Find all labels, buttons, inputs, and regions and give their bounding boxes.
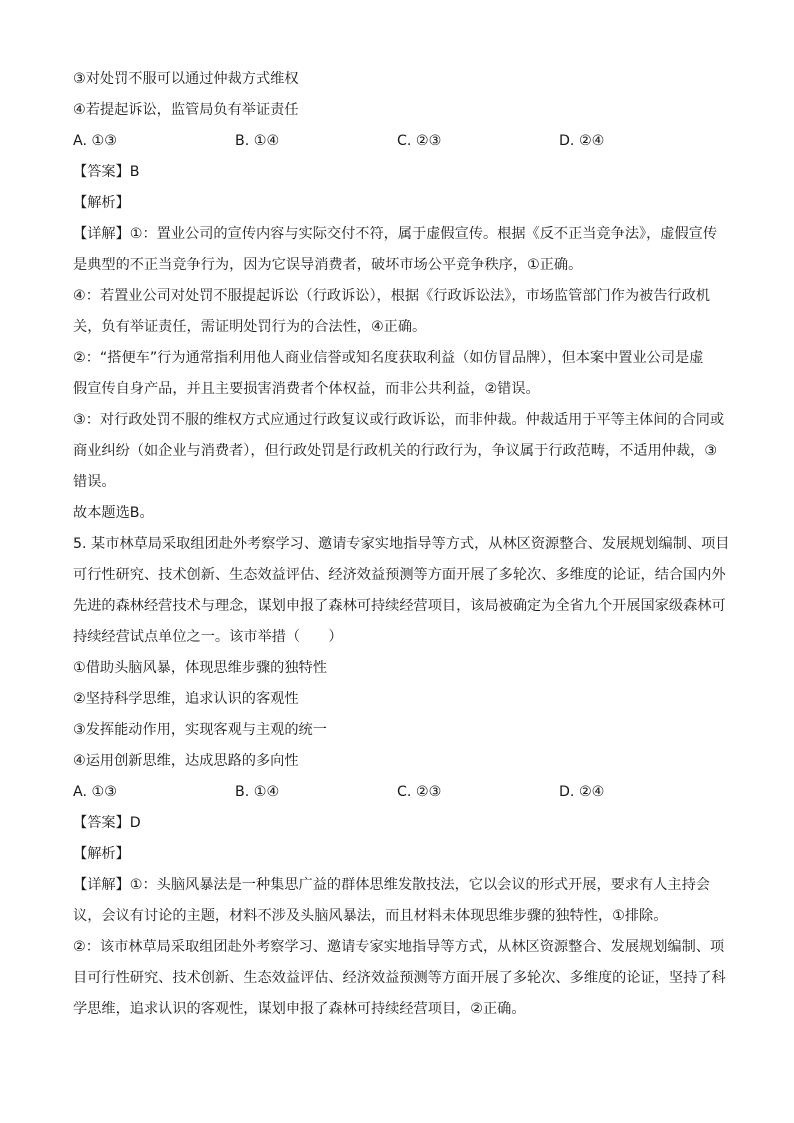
q4-detail-1 <box>73 219 723 281</box>
q4-detail-4 <box>73 405 723 498</box>
detail-line: 学思维，追求认识的客观性，谋划申报了森林可持续经营项目，②正确。 <box>73 1001 526 1017</box>
detail-line: 是典型的不正当竞争行为，因为它误导消费者，破坏市场公平竞争秩序，①正确。 <box>73 257 583 273</box>
q5-choice-c: C. ②③ <box>397 784 442 800</box>
q5-detail-1 <box>73 870 723 932</box>
q5-analysis-heading: 【解析】 <box>73 846 130 862</box>
q5-option-1: ①借助头脑风暴，体现思维步骤的独特性 <box>73 660 327 676</box>
q4-detail-2 <box>73 281 723 343</box>
q4-option-3: ③对处罚不服可以通过仲裁方式维权 <box>73 71 299 87</box>
stem-line: 持续经营试点单位之一。该市举措（ ） <box>73 629 343 645</box>
stem-line: 先进的森林经营技术与理念，谋划申报了森林可持续经营项目，该局被确定为全省九个开展国家级森林可 <box>73 598 726 614</box>
q4-analysis-heading: 【解析】 <box>73 195 130 211</box>
q4-choice-a: A. ①③ <box>73 133 117 149</box>
q4-option-4: ④若提起诉讼，监管局负有举证责任 <box>73 102 299 118</box>
detail-line: 错误。 <box>73 474 116 490</box>
detail-line: ④：若置业公司对处罚不服提起诉讼（行政诉讼），根据《行政诉讼法》，市场监管部门作为被告行政机 <box>73 288 710 304</box>
detail-line: ③：对行政处罚不服的维权方式应通过行政复议或行政诉讼，而非仲裁。仲裁适用于平等主体间的合同或 <box>73 412 725 428</box>
stem-line: 5. 某市林草局采取组团赴外考察学习、邀请专家实地指导等方式，从林区资源整合、发展规划编制、项目 <box>73 536 730 552</box>
stem-line: 可行性研究、技术创新、生态效益评估、经济效益预测等方面开展了多轮次、多维度的论证，结合国内外 <box>73 567 726 583</box>
q4-choice-d: D. ②④ <box>559 133 605 149</box>
q4-choices <box>73 126 723 157</box>
q5-detail-2 <box>73 932 726 1025</box>
detail-line: 关，负有举证责任，需证明处罚行为的合法性，④正确。 <box>73 319 427 335</box>
page-content <box>73 64 730 1025</box>
q5-choice-a: A. ①③ <box>73 784 117 800</box>
detail-line: 【详解】①：头脑风暴法是一种集思广益的群体思维发散技法，它以会议的形式开展，要求有人主持会 <box>73 877 710 893</box>
q5-choice-b: B. ①④ <box>235 784 280 800</box>
detail-line: 目可行性研究、技术创新、生态效益评估、经济效益预测等方面开展了多轮次、多维度的论证，坚持了科 <box>73 970 726 986</box>
q4-conclusion: 故本题选B。 <box>73 505 154 521</box>
q4-answer: 【答案】B <box>73 164 140 180</box>
q5-choice-d: D. ②④ <box>559 784 605 800</box>
detail-line: 假宣传自身产品，并且主要损害消费者个体权益，而非公共利益，②错误。 <box>73 381 540 397</box>
q4-choice-b: B. ①④ <box>235 133 280 149</box>
q4-choice-c: C. ②③ <box>397 133 442 149</box>
q5-answer: 【答案】D <box>73 815 141 831</box>
detail-line: ②：该市林草局采取组团赴外考察学习、邀请专家实地指导等方式，从林区资源整合、发展规划编制、项 <box>73 939 725 955</box>
q5-option-2: ②坚持科学思维，追求认识的客观性 <box>73 691 299 707</box>
q5-choices <box>73 777 723 808</box>
detail-line: ②：“搭便车”行为通常指利用他人商业信誉或知名度获取利益（如仿冒品牌），但本案中置业公司是虚 <box>73 350 704 366</box>
q5-option-3: ③发挥能动作用，实现客观与主观的统一 <box>73 722 327 738</box>
detail-line: 【详解】①：置业公司的宣传内容与实际交付不符，属于虚假宣传。根据《反不正当竞争法》，虚假宣传 <box>73 226 718 242</box>
q5-option-4: ④运用创新思维，达成思路的多向性 <box>73 753 299 769</box>
detail-line: 议，会议有讨论的主题，材料不涉及头脑风暴法，而且材料未体现思维步骤的独特性，①排除。 <box>73 908 668 924</box>
detail-line: 商业纠纷（如企业与消费者），但行政处罚是行政机关的行政行为，争议属于行政范畴，不适用仲裁，③ <box>73 443 718 459</box>
q4-detail-3 <box>73 343 723 405</box>
q5-stem <box>73 529 730 653</box>
